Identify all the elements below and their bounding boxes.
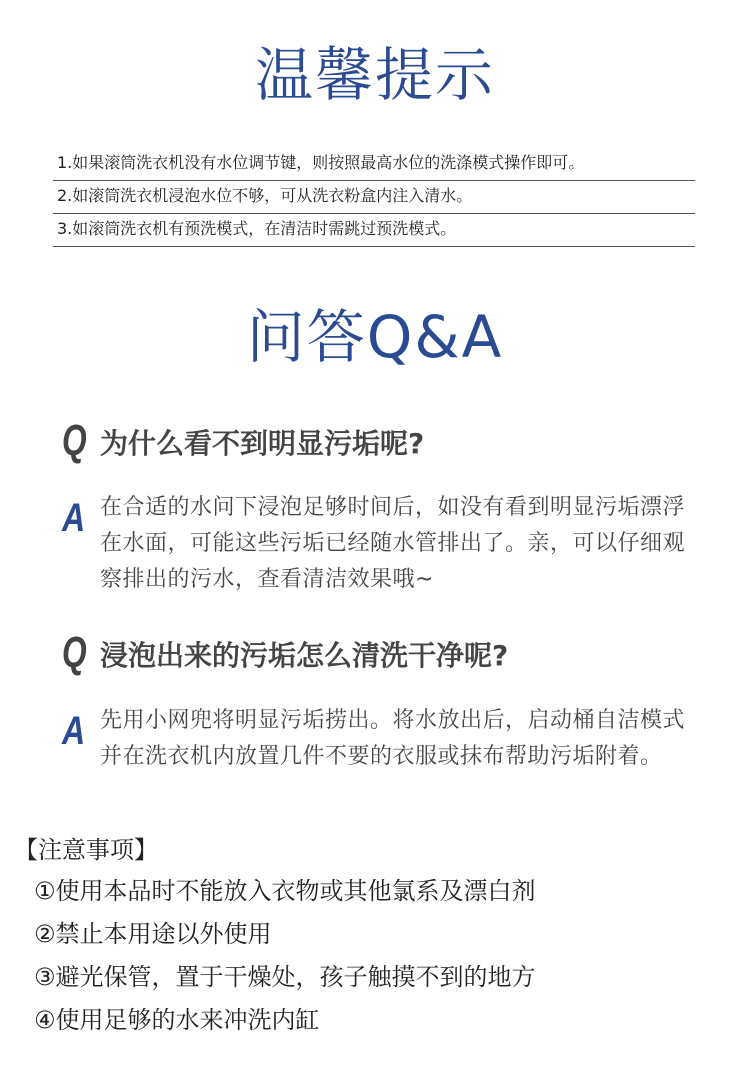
a-letter-icon: A (62, 709, 86, 753)
notice-section (14, 830, 734, 1042)
qa-title: 问答Q&A (246, 303, 504, 371)
tip-item-1: 1.如果滚筒洗衣机没有水位调节键，则按照最高水位的洗涤模式操作即可。 (53, 148, 695, 181)
tip-item-2: 2.如滚筒洗衣机浸泡水位不够，可从洗衣粉盒内注入清水。 (53, 181, 695, 214)
q-letter-icon: Q (62, 628, 87, 677)
q-letter-icon: Q (62, 416, 87, 465)
notice-item-3: ③避光保管，置于干燥处，孩子触摸不到的地方 (34, 963, 536, 991)
tips-list (53, 148, 695, 247)
notice-item-1: ①使用本品时不能放入衣物或其他氯系及漂白剂 (34, 877, 536, 905)
question-1-text: 为什么看不到明显污垢呢? (100, 427, 425, 460)
a-letter-icon: A (62, 496, 86, 540)
question-2-text: 浸泡出来的污垢怎么清洗干净呢? (100, 639, 509, 672)
notice-item-4: ④使用足够的水来冲洗内缸 (34, 1006, 320, 1034)
answer-1-text: 在合适的水问下浸泡足够时间后，如没有看到明显污垢漂浮在水面，可能这些污垢已经随水管排出了。亲，可以仔细观察排出的污水，查看清洁效果哦~ (100, 495, 686, 592)
notice-item-2: ②禁止本用途以外使用 (34, 920, 272, 948)
notice-title: 【注意事项】 (14, 836, 158, 864)
tips-title: 温馨提示 (254, 41, 495, 109)
answer-2-text: 先用小网兜将明显污垢捞出。将水放出后，启动桶自洁模式并在洗衣机内放置几件不要的衣服或抹布帮助污垢附着。 (100, 708, 686, 769)
tip-item-3: 3.如滚筒洗衣机有预洗模式，在清洁时需跳过预洗模式。 (53, 214, 695, 247)
